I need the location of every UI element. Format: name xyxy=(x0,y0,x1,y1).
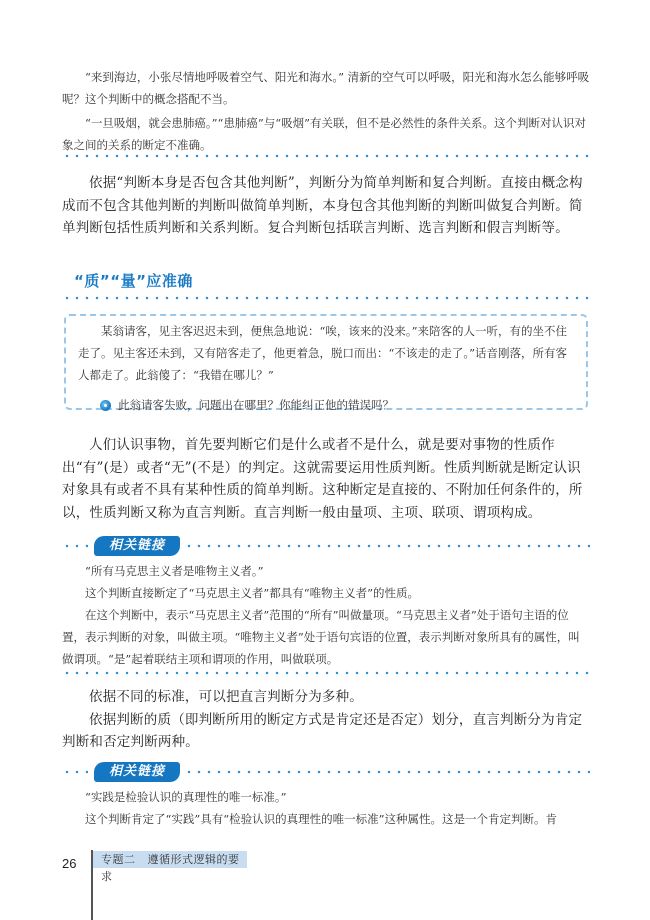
footer-topic: 专题二 xyxy=(101,853,136,866)
dotted-divider xyxy=(62,296,590,300)
link-line: “所有马克思主义者是唯物主义者。” xyxy=(85,564,264,578)
paragraph-simple-compound: 依据“判断本身是否包含其他判断”，判断分为简单判断和复合判断。直接由概念构成而不包含其他判断的判断叫做简单判断，本身包含其他判断的判断叫做复合判断。简单判断包括性质判断和关系判断。复合判断包括联言判断、选言判断和假言判断等。 xyxy=(62,175,583,236)
discussion-question xyxy=(78,394,574,416)
dotted-divider xyxy=(184,544,590,548)
link-line: 在这个判断中，表示“马克思主义者”范围的“所有”叫做量项。“马克思主义者”处于语句主语的位置，表示判断的对象，叫做主项。“唯物主义者”处于语句宾语的位置，表示判断对象所具有的属性，叫做谓项。“是”起着联结主项和谓项的作用，叫做联项。 xyxy=(62,608,580,666)
case-study-box xyxy=(64,314,588,410)
dotted-divider xyxy=(62,154,590,158)
example-block xyxy=(62,66,590,156)
example-paragraph: “来到海边，小张尽情地呼吸着空气、阳光和海水。” 清新的空气可以呼吸，阳光和海水怎么能够呼吸呢？这个判断中的概念搭配不当。 xyxy=(62,70,590,106)
link-line: 这个判断肯定了“实践”具有“检验认识的真理性的唯一标准”这种属性。这是一个肯定判断。肯 xyxy=(85,812,558,826)
page-number: 26 xyxy=(62,856,77,871)
related-link-header xyxy=(62,762,590,782)
link-line: 这个判断直接断定了“马克思主义者”都具有“唯物主义者”的性质。 xyxy=(85,586,420,600)
case-story: 某翁请客，见主客迟迟未到，便焦急地说：“唉，该来的没来。”来陪客的人一听，有的坐不住走了。见主客还未到，又有陪客走了，他更着急，脱口而出：“不该走的走了。”话音刚落，所有客人都走了。此翁傻了：“我错在哪儿？” xyxy=(78,324,568,382)
paragraph-quality: 依据判断的质（即判断所用的断定方式是肯定还是否定）划分，直言判断分为肯定判断和否定判断两种。 xyxy=(62,711,583,750)
dotted-divider xyxy=(62,544,88,548)
body-paragraph xyxy=(62,172,590,240)
question-text: 此翁请客失败，问题出在哪里？你能纠正他的错误吗？ xyxy=(118,398,394,412)
running-footer xyxy=(93,851,247,883)
dotted-divider xyxy=(184,770,590,774)
question-bullet-icon xyxy=(100,400,111,411)
related-link-content xyxy=(62,786,590,830)
body-paragraph xyxy=(62,434,590,524)
dotted-divider xyxy=(62,770,88,774)
related-link-content xyxy=(62,560,590,670)
link-line: “实践是检验认识的真理性的唯一标准。” xyxy=(85,790,287,804)
section-title: “质”“量”应准确 xyxy=(74,272,193,290)
related-link-badge: 相关链接 xyxy=(94,762,180,782)
footer-chapter-title: 遵循形式逻辑的要求 xyxy=(101,853,240,883)
paragraph-qualitative-judgment: 人们认识事物，首先要判断它们是什么或者不是什么，就是要对事物的性质作出“有”(是）或者“无”(不是）的判定。这就需要运用性质判断。性质判断就是断定认识对象具有或者不具有某种性质的简单判断。这种断定是直接的、不附加任何条件的，所以，性质判断又称为直言判断。直言判断一般由量项、主项、联项、谓项构成。 xyxy=(62,437,583,521)
related-link-header xyxy=(62,536,590,556)
related-link-badge: 相关链接 xyxy=(94,536,180,556)
dotted-divider xyxy=(62,671,590,675)
example-paragraph: “一旦吸烟，就会患肺癌。”“患肺癌”与“吸烟”有关联，但不是必然性的条件关系。这个判断对认识对象之间的关系的断定不准确。 xyxy=(62,116,587,152)
body-paragraph xyxy=(62,686,590,754)
paragraph-classification: 依据不同的标准，可以把直言判断分为多种。 xyxy=(89,689,363,705)
